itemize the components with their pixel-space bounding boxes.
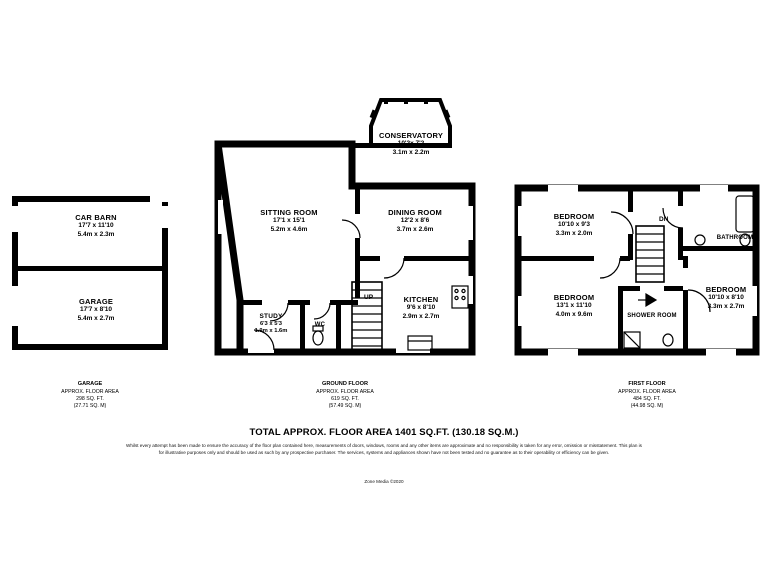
disclaimer-text: Whilst every attempt has been made to ensure the accuracy of the floor plan contained here, measurements of doors, windows, rooms and any other items are approximate and no responsibility is taken for any error, omission or misstatement. This plan is for illustrative purposes only and should be used as such by any prospective purchaser. The services, systems and appliances shown have not been tested and no guarantee as to their operability or efficiency can be given.	[126, 443, 642, 455]
first-floor-walls	[518, 185, 757, 356]
total-floor-area: TOTAL APPROX. FLOOR AREA 1401 SQ.FT. (130.18 SQ.M.)	[249, 427, 519, 438]
room-label-conservatory: CONSERVATORY 10'2x 7'2 3.1m x 2.2m	[378, 131, 444, 156]
room-label-dining-room: DINING ROOM 12'2 x 8'6 3.7m x 2.6m	[388, 208, 442, 233]
garage-caption: GARAGE APPROX. FLOOR AREA 298 SQ. FT. (27.71 SQ. M)	[61, 381, 119, 409]
room-label-shower-room: SHOWER ROOM	[627, 313, 677, 319]
room-label-bedroom-1: BEDROOM 10'10 x 9'3 3.3m x 2.0m	[553, 212, 595, 237]
room-label-car-barn: CAR BARN 17'7 x 11'10 5.4m x 2.3m	[75, 213, 117, 238]
room-label-bathroom: BATHROOM	[716, 235, 754, 241]
room-label-kitchen: KITCHEN 9'6 x 8'10 2.9m x 2.7m	[402, 295, 440, 320]
copyright-text: Zone Media ©2020	[364, 479, 404, 484]
room-label-garage: GARAGE 17'7 x 8'10 5.4m x 2.7m	[77, 297, 115, 322]
first-floor-caption: FIRST FLOOR APPROX. FLOOR AREA 484 SQ. FT. (44.98 SQ. M)	[618, 381, 676, 409]
stair-up-label: UP	[364, 294, 374, 301]
room-label-study: STUDY 6'3 x 5'3 1.9m x 1.6m	[254, 313, 288, 335]
room-label-bedroom-3: BEDROOM 10'10 x 8'10 3.3m x 2.7m	[705, 285, 747, 310]
stair-dn-label: DN	[659, 216, 669, 223]
room-label-bedroom-2: BEDROOM 13'1 x 11'10 4.0m x 9.6m	[553, 293, 595, 318]
room-label-wc: WC	[314, 322, 326, 328]
ground-floor-caption: GROUND FLOOR APPROX. FLOOR AREA 619 SQ. FT. (57.49 SQ. M)	[316, 381, 374, 409]
room-label-sitting-room: SITTING ROOM 17'1 x 15'1 5.2m x 4.6m	[260, 208, 318, 233]
